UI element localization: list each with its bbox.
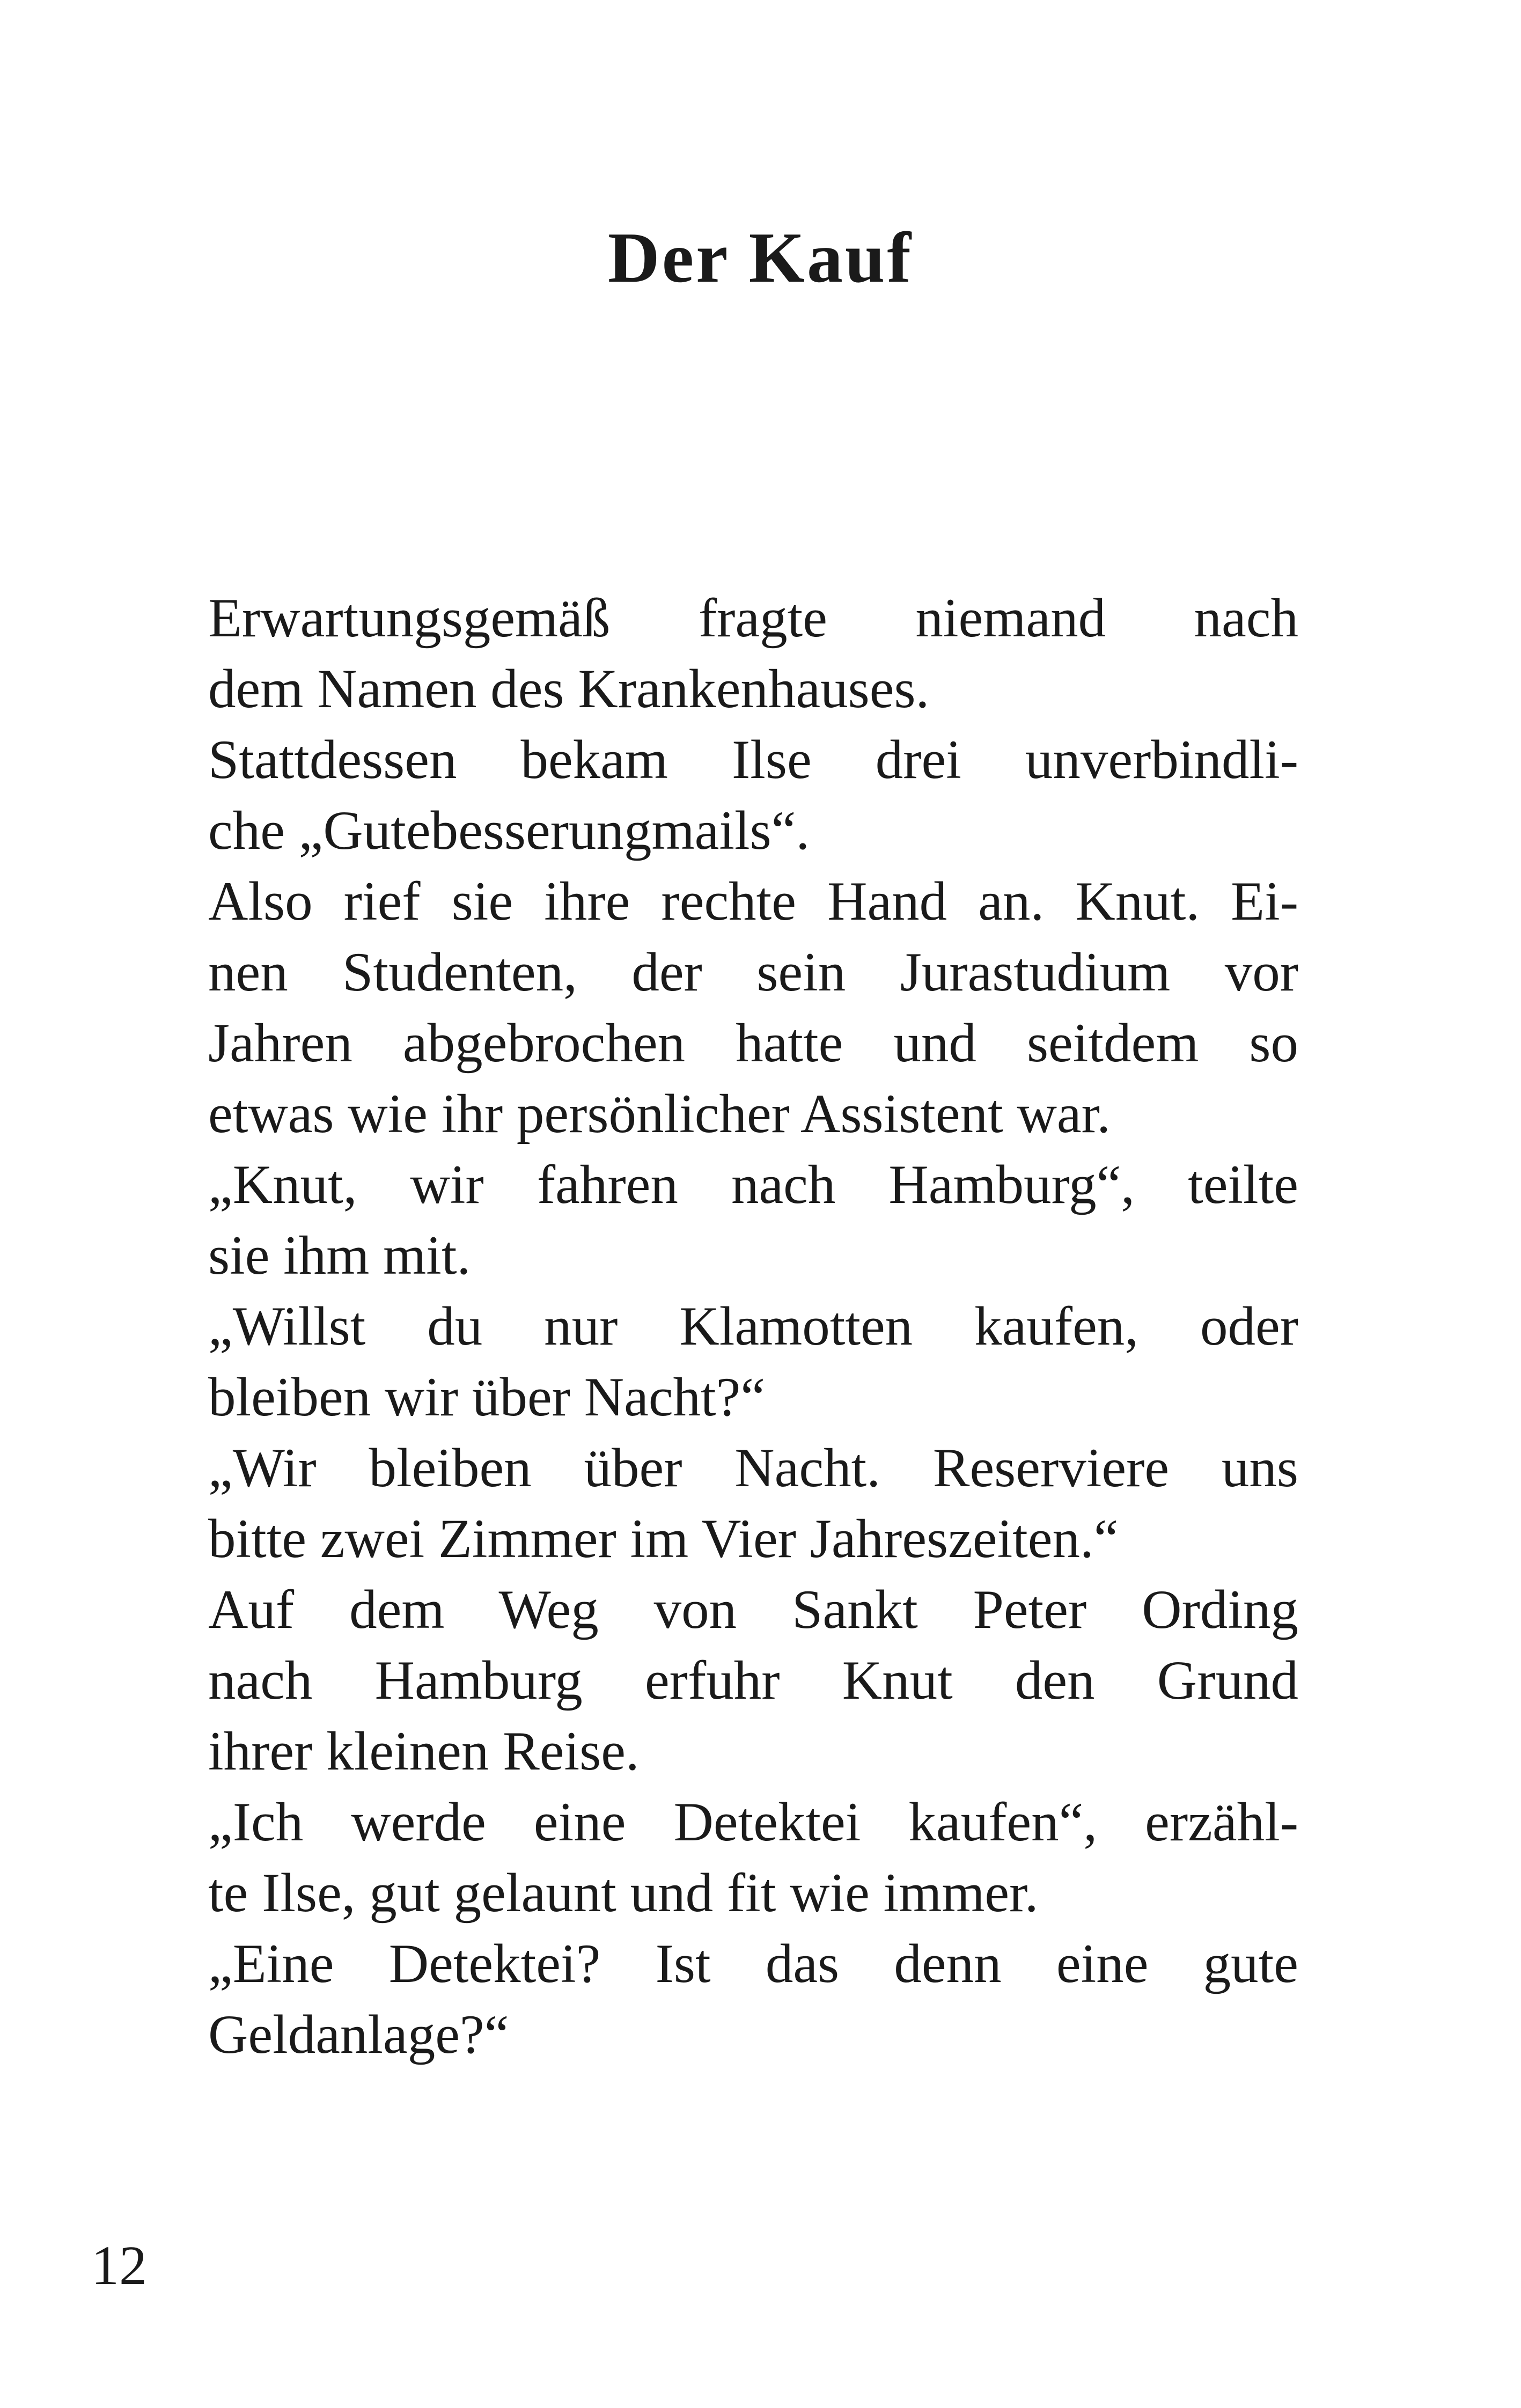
text-line: Jahren abgebrochen hatte und seitdem so <box>208 1012 1298 1074</box>
text-line: nach Hamburg erfuhr Knut den Grund <box>208 1650 1298 1711</box>
text-line: Stattdessen bekam Ilse drei unverbindli- <box>208 729 1298 790</box>
text-line: „Wir bleiben über Nacht. Reserviere uns <box>208 1437 1298 1499</box>
text-line: che „Gutebesserungmails“. <box>208 800 810 861</box>
text-line: nen Studenten, der sein Jurastudium vor <box>208 942 1298 1003</box>
text-line: etwas wie ihr persönlicher Assistent war. <box>208 1083 1111 1144</box>
text-line: „Knut, wir fahren nach Hamburg“, teilte <box>208 1154 1298 1215</box>
text-line: te Ilse, gut gelaunt und fit wie immer. <box>208 1862 1039 1924</box>
text-line: ihrer kleinen Reise. <box>208 1721 640 1782</box>
text-line: „Ich werde eine Detektei kaufen“, erzähl- <box>208 1792 1298 1853</box>
text-line: sie ihm mit. <box>208 1225 471 1286</box>
text-line: „Eine Detektei? Ist das denn eine gute <box>208 1933 1298 1994</box>
text-line: dem Namen des Krankenhauses. <box>208 658 930 720</box>
page-number: 12 <box>91 2235 147 2296</box>
chapter-title: Der Kauf <box>607 218 914 297</box>
text-line: Geldanlage?“ <box>208 2004 509 2065</box>
text-line: Auf dem Weg von Sankt Peter Ording <box>208 1579 1298 1640</box>
text-line: Erwartungsgemäß fragte niemand nach <box>208 588 1298 649</box>
text-line: Also rief sie ihre rechte Hand an. Knut. Ei- <box>208 871 1298 932</box>
text-line: bleiben wir über Nacht?“ <box>208 1367 766 1428</box>
text-line: „Willst du nur Klamotten kaufen, oder <box>208 1296 1298 1357</box>
text-line: bitte zwei Zimmer im Vier Jahreszeiten.“ <box>208 1508 1119 1569</box>
body-text <box>208 583 1298 2070</box>
